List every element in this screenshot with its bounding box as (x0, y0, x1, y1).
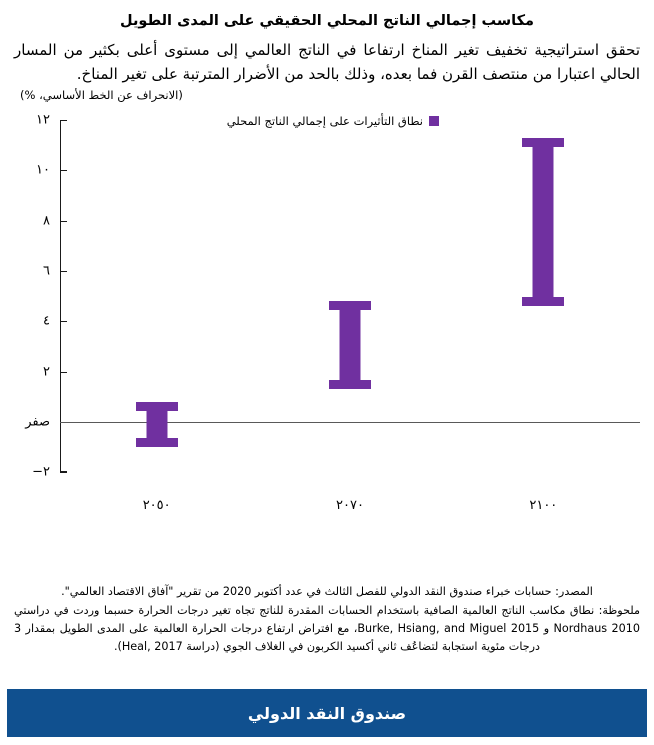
range-bar-stem (340, 301, 361, 389)
y-axis-tick-label: صفر (25, 414, 50, 430)
range-bar-cap-bottom (329, 380, 371, 389)
range-bar (329, 301, 371, 389)
y-axis-tick (60, 170, 67, 171)
y-axis-tick-label: ٨ (43, 213, 50, 229)
chart-area (0, 106, 654, 514)
range-bar (522, 138, 564, 306)
range-bar-cap-top (329, 301, 371, 310)
y-axis-tick-label: ٢ (43, 364, 50, 380)
range-bar-stem (533, 138, 554, 306)
y-axis-tick-label: ٢− (32, 464, 50, 480)
note-source: المصدر: حسابات خبراء صندوق النقد الدولي للفصل الثالث في عدد أكتوبر 2020 من تقرير "آفاق الاقتصاد العالمي". (61, 585, 593, 598)
range-bar (136, 402, 178, 447)
y-axis-tick-label: ٤ (43, 313, 50, 329)
range-bar-cap-top (522, 138, 564, 147)
range-bar-cap-top (136, 402, 178, 411)
note-body: ملحوظة: نطاق مكاسب الناتج العالمية الصافية باستخدام الحسابات المقدرة للناتج تجاه تغير درجات الحرارة حسبما وردت في دراستي Nordhaus 2010 و Burke, Hsiang, and Miguel 2015، مع افتراض ارتفاع درجات الحرارة العالمية على المدى الطويل بمقدار 3 درجات مئوية استجابة لتضاعُف ثاني أكسيد الكربون في الغلاف الجوي (دراسة Heal, 2017). (14, 604, 640, 654)
y-axis-tick (60, 221, 67, 222)
imf-footer-bar (7, 689, 647, 737)
x-axis-category-label: ٢١٠٠ (529, 498, 558, 514)
y-axis-tick (60, 271, 67, 272)
plot-region (25, 112, 640, 514)
chart-units-label: (الانحراف عن الخط الأساسي، %) (20, 88, 183, 103)
y-axis-tick-label: ٦ (43, 263, 50, 279)
chart-header (0, 0, 654, 102)
range-bar-cap-bottom (522, 297, 564, 306)
chart-title: مكاسب إجمالي الناتج المحلي الحقيقي على المدى الطويل (120, 13, 534, 29)
chart-notes (0, 583, 654, 657)
y-axis-tick (60, 120, 67, 121)
range-bar-cap-bottom (136, 438, 178, 447)
legend-label-gdp-range: نطاق التأثيرات على إجمالي الناتج المحلي (226, 114, 423, 129)
y-axis-tick (60, 321, 67, 322)
y-axis-tick-label: ١٠ (36, 162, 50, 178)
chart-subtitle: تحقق استراتيجية تخفيف تغير المناخ ارتفاعا في الناتج العالمي إلى مستوى أعلى بكثير من المسار الحالي اعتبارا من منتصف القرن فما بعده، وذلك بالحد من الأضرار المترتبة على تغير المناخ. (14, 40, 640, 83)
x-axis-category-label: ٢٠٥٠ (142, 498, 171, 514)
imf-footer-label: صندوق النقد الدولي (247, 703, 407, 723)
y-axis-tick (60, 472, 67, 473)
y-axis-line (60, 120, 61, 472)
y-axis-tick-label: ١٢ (36, 112, 50, 128)
y-axis-tick (60, 372, 67, 373)
x-axis-category-label: ٢٠٧٠ (336, 498, 364, 514)
